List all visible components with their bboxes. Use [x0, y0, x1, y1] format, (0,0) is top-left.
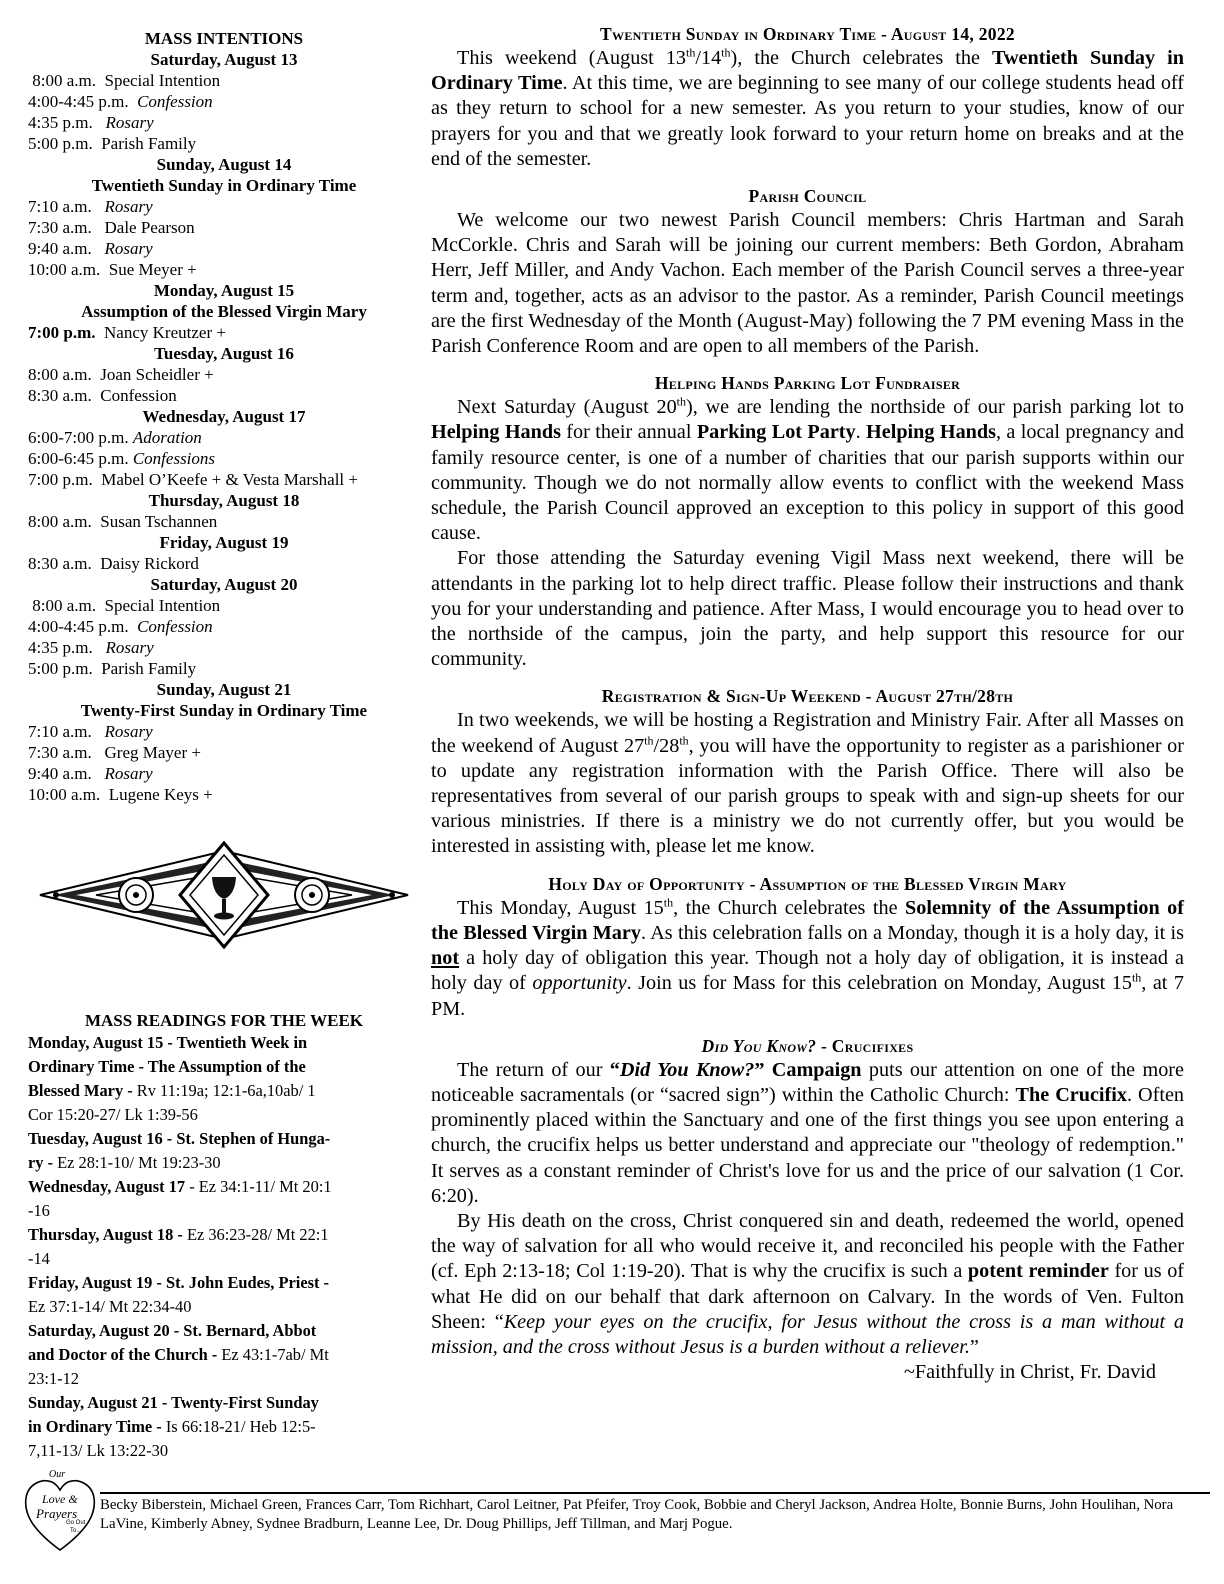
intention-description: Mabel O’Keefe + & Vesta Marshall + — [101, 470, 358, 489]
intention-row — [28, 763, 420, 784]
bold-text: Parking Lot Party — [696, 421, 856, 444]
reading-day: in Ordinary Time - — [28, 1417, 166, 1436]
logo-line-5: To... — [70, 1528, 82, 1534]
bold-text: Helping Hands — [866, 421, 996, 444]
intention-time: 6:00-7:00 p.m. — [28, 428, 133, 447]
intention-time: 7:30 a.m. — [28, 218, 105, 237]
superscript: th — [721, 45, 731, 60]
intention-row — [28, 616, 420, 637]
section-gap — [431, 672, 1184, 684]
day-heading: Thursday, August 18 — [148, 491, 300, 510]
reading-citation: Rv 11:19a; 12:1-6a,10ab/ 1 — [136, 1081, 316, 1100]
intention-time: 8:00 a.m. — [28, 71, 105, 90]
reading-line — [28, 1247, 420, 1271]
reading-line — [28, 1199, 420, 1223]
italic-text: Keep your eyes on the crucifix, for Jesus without the cross is a man without a mission, and the cross without Jesus is a burden without a reliever. — [431, 1310, 1184, 1358]
bold-italic-text — [620, 1059, 754, 1081]
reading-citation: 7,11-13/ Lk 13:22-30 — [28, 1441, 169, 1460]
paragraph: For those attending the Saturday evening Vigil Mass next weekend, there will be attendants in the parking lot to help direct traffic. Please follow their instructions and thank you for your understanding and patience. After Mass, I would encourage you to head over to the northside of the campus, join the party, and help support this resource for our community. — [431, 547, 1184, 671]
intention-time: 4:00-4:45 p.m. — [28, 92, 138, 111]
intention-description: Rosary — [104, 722, 153, 741]
intention-row — [28, 469, 420, 490]
intention-description: Joan Scheidler + — [100, 365, 214, 384]
day-heading: Saturday, August 20 — [150, 575, 298, 594]
mass-intentions-title: MASS INTENTIONS — [144, 29, 304, 48]
intention-time: 4:35 p.m. — [28, 638, 106, 657]
day-heading: Saturday, August 13 — [150, 50, 298, 69]
intention-time: 4:35 p.m. — [28, 113, 106, 132]
superscript: th — [686, 45, 696, 60]
intention-row — [28, 385, 420, 406]
reading-line — [28, 1031, 420, 1055]
left-column — [28, 28, 420, 1463]
reading-line — [28, 1175, 420, 1199]
paragraph: By His death on the cross, Christ conquered sin and death, redeemed the world, opened the way of salvation for all who would receive it, and reconciled his people with the Father (cf. Eph 2:13-18; Col 1:19-20). That is why the crucifix is such a potent reminder for us of what He did on our behalf that dark afternoon on Calvary. In the words of Ven. Fulton Sheen: “Keep your eyes on the crucifix, for Jesus without the cross is a man without a mission, and the cross without Jesus is a burden without a reliever.” — [431, 1209, 1185, 1358]
bold-text: Solemnity of the Assumption of the Blessed Virgin Mary — [431, 896, 1184, 944]
logo-line-1: Our — [49, 1469, 66, 1480]
intention-description: Confession — [100, 386, 177, 405]
reading-line — [28, 1151, 420, 1175]
reading-line — [28, 1319, 420, 1343]
paragraph: This weekend (August 13th/14th), the Church celebrates the Twentieth Sunday in Ordinary Time. At this time, we are beginning to see many of our college students head off as they return to school for a new semester. As you return to your studies, know of our prayers for you and that we greatly look forward to your return home on breaks and at the end of the semester. — [431, 45, 1185, 170]
day-heading: Tuesday, August 16 — [154, 344, 294, 363]
reading-day: Tuesday, August 16 - St. Stephen of Hunga- — [28, 1129, 331, 1148]
intention-time: 5:00 p.m. — [28, 134, 102, 153]
footer-divider — [100, 1492, 1210, 1494]
logo-line-3: Prayers — [36, 1506, 78, 1521]
intention-description: Lugene Keys + — [108, 785, 213, 804]
reading-day: Monday, August 15 - Twentieth Week in — [28, 1033, 308, 1052]
reading-day: and Doctor of the Church - — [28, 1345, 222, 1364]
intention-description: Rosary — [104, 764, 153, 783]
reading-citation: Ez 28:1-10/ Mt 19:23-30 — [57, 1153, 221, 1172]
intention-time: 8:00 a.m. — [28, 596, 105, 615]
intention-time: 4:00-4:45 p.m. — [28, 617, 138, 636]
intention-description: Greg Mayer + — [104, 743, 201, 762]
intention-description: Special Intention — [104, 596, 221, 615]
reading-citation: 23:1-12 — [28, 1369, 79, 1388]
intention-time: 7:10 a.m. — [28, 722, 105, 741]
reading-line — [28, 1415, 420, 1439]
mass-intentions-list — [28, 49, 420, 805]
intention-time: 8:30 a.m. — [28, 554, 101, 573]
reading-citation: Is 66:18-21/ Heb 12:5- — [165, 1417, 316, 1436]
intention-time: 8:00 a.m. — [28, 512, 101, 531]
section-heading: Did You Know? - Crucifixes — [701, 1035, 914, 1056]
intention-row — [28, 721, 420, 742]
day-heading: Sunday, August 21 — [156, 680, 292, 699]
intention-row — [28, 427, 420, 448]
reading-line — [28, 1079, 420, 1103]
superscript: th — [1131, 970, 1142, 985]
mass-readings-title: MASS READINGS FOR THE WEEK — [84, 1011, 364, 1030]
intention-time: 7:00 p.m. — [28, 323, 105, 342]
mass-readings — [28, 1010, 420, 1463]
intention-description: Special Intention — [104, 71, 221, 90]
reading-day: Saturday, August 20 - St. Bernard, Abbot — [28, 1321, 317, 1340]
section-gap — [431, 860, 1184, 872]
reading-day: Thursday, August 18 - — [28, 1225, 187, 1244]
intention-row — [28, 91, 420, 112]
logo-line-2: Love & — [42, 1492, 78, 1506]
intention-time: 7:30 a.m. — [28, 743, 105, 762]
intention-row — [28, 217, 420, 238]
intention-time: 8:30 a.m. — [28, 386, 101, 405]
reading-line — [28, 1055, 420, 1079]
superscript: th — [676, 394, 687, 409]
intention-time: 9:40 a.m. — [28, 764, 105, 783]
reading-day: Wednesday, August 17 — [28, 1177, 186, 1196]
intention-row — [28, 637, 420, 658]
superscript: th — [644, 732, 654, 747]
section-gap — [431, 172, 1184, 184]
intention-row — [28, 553, 420, 574]
intention-description: Sue Meyer + — [108, 260, 197, 279]
signature: ~Faithfully in Christ, Fr. David — [903, 1361, 1156, 1384]
intention-description: Rosary — [104, 197, 153, 216]
intention-time: 7:00 p.m. — [28, 470, 102, 489]
intention-time: 9:40 a.m. — [28, 239, 105, 258]
bold-text: Twentieth Sunday in Ordinary Time — [431, 47, 1185, 95]
day-heading: Monday, August 15 — [153, 281, 295, 300]
intention-description: Confessions — [132, 449, 216, 468]
intention-description: Susan Tschannen — [100, 512, 218, 531]
intention-description: Rosary — [105, 113, 154, 132]
day-heading: Friday, August 19 — [159, 533, 289, 552]
reading-day: Ordinary Time - The Assumption of the — [28, 1057, 306, 1076]
articles — [431, 22, 1184, 1360]
reading-line — [28, 1295, 420, 1319]
reading-line — [28, 1343, 420, 1367]
paragraph: The return of our “Did You Know?” Campaign puts our attention on one of the more noticeable sacramentals (or “sacred sign”) within the Catholic Church: The Crucifix. Often prominently placed within the Sanctuary and one of the first things you see upon entering a church, the crucifix helps us better understand and appreciate our "theology of redemption." It serves as a constant reminder of Christ's love for us and the price of our salvation (1 Cor. 6:20). — [431, 1058, 1185, 1207]
reading-citation: - Ez 34:1-11/ Mt 20:1 — [185, 1177, 332, 1196]
italic-text: Did You Know? — [619, 1058, 755, 1081]
intention-time: 10:00 a.m. — [28, 785, 109, 804]
heart-prayers-logo-icon — [22, 1466, 98, 1554]
intention-row — [28, 742, 420, 763]
superscript: th — [679, 732, 689, 747]
prayer-list-footer — [22, 1466, 1202, 1566]
logo-line-4: Go Out — [66, 1520, 86, 1526]
reading-line — [28, 1367, 420, 1391]
italic-text: Did You Know? — [701, 1035, 817, 1056]
bold-text: The Crucifix — [1015, 1083, 1127, 1106]
section-heading: Helping Hands Parking Lot Fundraiser — [654, 373, 961, 394]
reading-line — [28, 1391, 420, 1415]
bold-text: Helping Hands — [431, 421, 561, 444]
intention-description: Rosary — [105, 638, 154, 657]
intention-row — [28, 133, 420, 154]
intention-time: 6:00-6:45 p.m. — [28, 449, 133, 468]
bold-text: ” Campaign — [754, 1058, 862, 1081]
intention-row — [28, 259, 420, 280]
day-heading: Assumption of the Blessed Virgin Mary — [81, 302, 367, 321]
intention-description: Confession — [137, 617, 213, 636]
day-heading: Wednesday, August 17 — [142, 407, 306, 426]
section-heading: Holy Day of Opportunity - Assumption of the Blessed Virgin Mary — [548, 873, 1067, 894]
intention-description: Adoration — [132, 428, 202, 447]
intention-description: Parish Family — [101, 134, 197, 153]
chalice-ornament-icon — [36, 839, 412, 949]
intention-row — [28, 70, 420, 91]
intention-row — [28, 511, 420, 532]
intention-time: 8:00 a.m. — [28, 365, 101, 384]
intention-description: Nancy Kreutzer + — [104, 323, 226, 342]
paragraph: We welcome our two newest Parish Council members: Chris Hartman and Sarah McCorkle. Chris and Sarah will be joining our current members: Beth Gordon, Abraham Herr, Jeff Miller, and Andy Vachon. Each member of the Parish Council serves a three-year term and, together, acts as an advisor to the pastor. As a reminder, Parish Council meetings are the first Wednesday of the Month (August-May) following the 7 PM evening Mass in the Parish Conference Room and are open to all members of the Parish. — [431, 209, 1184, 358]
prayer-names: Becky Biberstein, Michael Green, Frances Carr, Tom Richhart, Carol Leitner, Pat Pfeifer, Troy Cook, Bobbie and Cheryl Jackson, Andrea Holte, Bonnie Burns, John Houlihan, Nora LaVine, Kimberly Abney, Sydnee Bradburn, Leanne Lee, Dr. Doug Phillips, Jeff Tillman, and Marj Pogue. — [100, 1497, 1174, 1532]
intention-row — [28, 238, 420, 259]
reading-day: Blessed Mary - — [28, 1081, 137, 1100]
intention-description: Daisy Rickord — [100, 554, 199, 573]
intention-description: Dale Pearson — [104, 218, 195, 237]
intention-row — [28, 322, 420, 343]
section-heading: Twentieth Sunday in Ordinary Time - August 14, 2022 — [600, 24, 1015, 44]
intention-row — [28, 784, 420, 805]
intention-row — [28, 595, 420, 616]
reading-line — [28, 1127, 420, 1151]
intention-description: Rosary — [104, 239, 153, 258]
bold-text: “ — [609, 1058, 620, 1081]
bold-text: potent reminder — [967, 1260, 1109, 1283]
day-heading: Twentieth Sunday in Ordinary Time — [91, 176, 357, 195]
reading-citation: Ez 36:23-28/ Mt 22:1 — [186, 1225, 329, 1244]
reading-citation: -16 — [28, 1201, 50, 1220]
reading-citation: -14 — [28, 1249, 50, 1268]
reading-line — [28, 1103, 420, 1127]
reading-line — [28, 1271, 420, 1295]
intention-row — [28, 364, 420, 385]
paragraph: This Monday, August 15th, the Church celebrates the Solemnity of the Assumption of the Blessed Virgin Mary. As this celebration falls on a Monday, though it is a holy day, it is not a holy day of obligation this year. Though not a holy day of obligation, it is instead a holy day of opportunity. Join us for Mass for this celebration on Monday, August 15th, at 7 PM. — [431, 894, 1185, 1020]
paragraph: In two weekends, we will be hosting a Registration and Ministry Fair. After all Masses on the weekend of August 27th/28th, you will have the opportunity to register as a parishioner or to update any registration information with the Parish Office. There will also be representatives from several of our parish groups to speak with and sign-up sheets for our various ministries. If there is a ministry we do not currently offer, but you would be interested in assisting with, please let me know. — [431, 709, 1184, 858]
reading-citation: Cor 15:20-27/ Lk 1:39-56 — [28, 1105, 198, 1124]
intention-time: 10:00 a.m. — [28, 260, 109, 279]
section-heading: Registration & Sign-Up Weekend - August 27th/28th — [601, 686, 1014, 707]
reading-day: Friday, August 19 - St. John Eudes, Priest - — [28, 1273, 329, 1292]
mass-readings-list — [28, 1031, 420, 1463]
intention-row — [28, 112, 420, 133]
section-gap — [431, 1022, 1184, 1034]
intention-row — [28, 658, 420, 679]
day-heading: Twenty-First Sunday in Ordinary Time — [80, 701, 368, 720]
intention-row — [28, 196, 420, 217]
day-heading: Sunday, August 14 — [156, 155, 292, 174]
reading-citation: Ez 37:1-14/ Mt 22:34-40 — [28, 1297, 192, 1316]
reading-citation: Ez 43:1-7ab/ Mt — [221, 1345, 329, 1364]
section-gap — [431, 359, 1184, 371]
intention-description: Parish Family — [101, 659, 197, 678]
paragraph: Next Saturday (August 20th), we are lending the northside of our parish parking lot to Helping Hands for their annual Parking Lot Party. Helping Hands, a local pregnancy and family resource center, is one of a number of charities that our parish supports within our community. Though we do not normally allow events to conflict with the weekend Mass schedule, the Parish Council approved an exception to this policy in support of this good cause. — [431, 394, 1184, 545]
intention-description: Confession — [137, 92, 213, 111]
reading-day: Sunday, August 21 - Twenty-First Sunday — [28, 1393, 319, 1412]
intention-time: 5:00 p.m. — [28, 659, 102, 678]
reading-line — [28, 1439, 420, 1463]
italic-text: opportunity — [532, 972, 627, 995]
reading-day: ry - — [28, 1153, 58, 1172]
superscript: th — [663, 894, 674, 909]
section-heading: Parish Council — [748, 186, 867, 207]
underlined-text: not — [431, 947, 460, 970]
intention-row — [28, 448, 420, 469]
intention-time: 7:10 a.m. — [28, 197, 105, 216]
right-column — [431, 22, 1184, 1385]
reading-line — [28, 1223, 420, 1247]
